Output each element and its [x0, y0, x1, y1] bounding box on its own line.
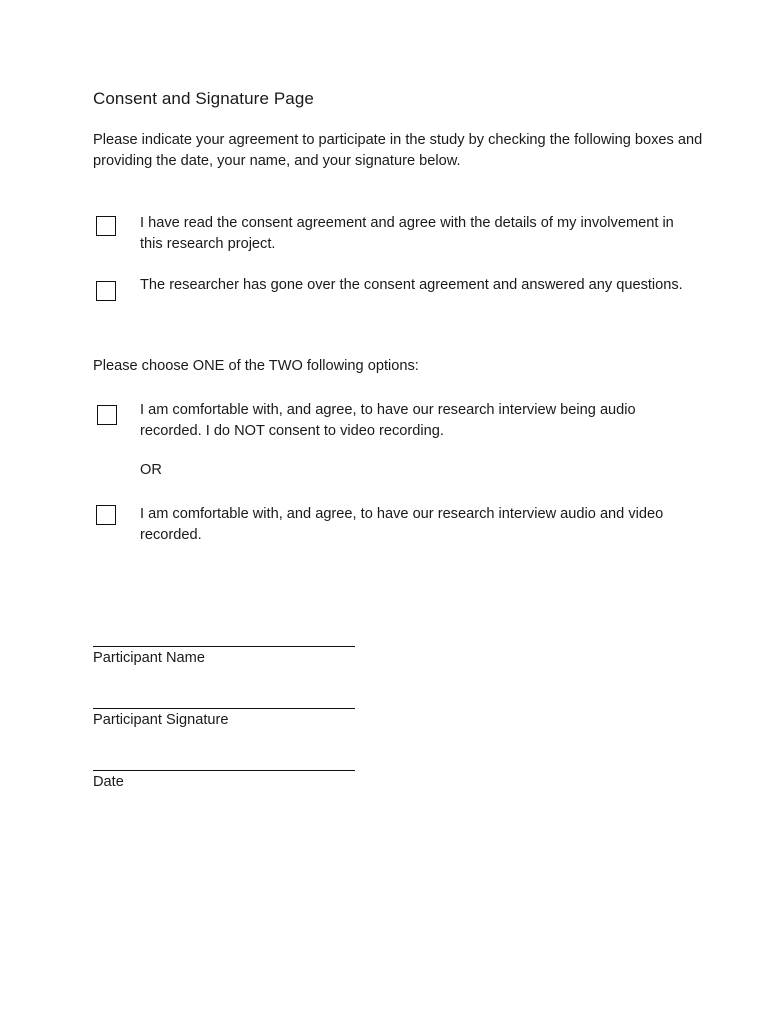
date-field[interactable] — [93, 770, 355, 771]
option-text-audio-only: I am comfortable with, and agree, to have our research interview being audio recorded. I do NOT consent to video recording. — [140, 402, 636, 439]
participant-signature-label: Participant Signature — [93, 712, 229, 728]
participant-name-field[interactable] — [93, 646, 355, 647]
option-checkbox-audio-only[interactable] — [97, 405, 117, 425]
participant-signature-field[interactable] — [93, 708, 355, 709]
options-separator: OR — [140, 462, 162, 478]
options-heading: Please choose ONE of the TWO following options: — [93, 358, 419, 374]
intro-paragraph: Please indicate your agreement to participate in the study by checking the following boxes and providing the date, your name, and your signature below. — [93, 132, 703, 169]
participant-name-label: Participant Name — [93, 650, 205, 666]
agreement-checkbox-read-consent[interactable] — [96, 216, 116, 236]
option-text-audio-video: I am comfortable with, and agree, to have our research interview audio and video recorded. — [140, 506, 664, 543]
agreement-text-read-consent: I have read the consent agreement and agree with the details of my involvement in this research project. — [140, 215, 674, 252]
option-checkbox-audio-video[interactable] — [96, 505, 116, 525]
date-label: Date — [93, 774, 124, 790]
agreement-text-researcher-answered: The researcher has gone over the consent agreement and answered any questions. — [140, 277, 683, 293]
agreement-checkbox-researcher-answered[interactable] — [96, 281, 116, 301]
page-title: Consent and Signature Page — [93, 89, 314, 108]
